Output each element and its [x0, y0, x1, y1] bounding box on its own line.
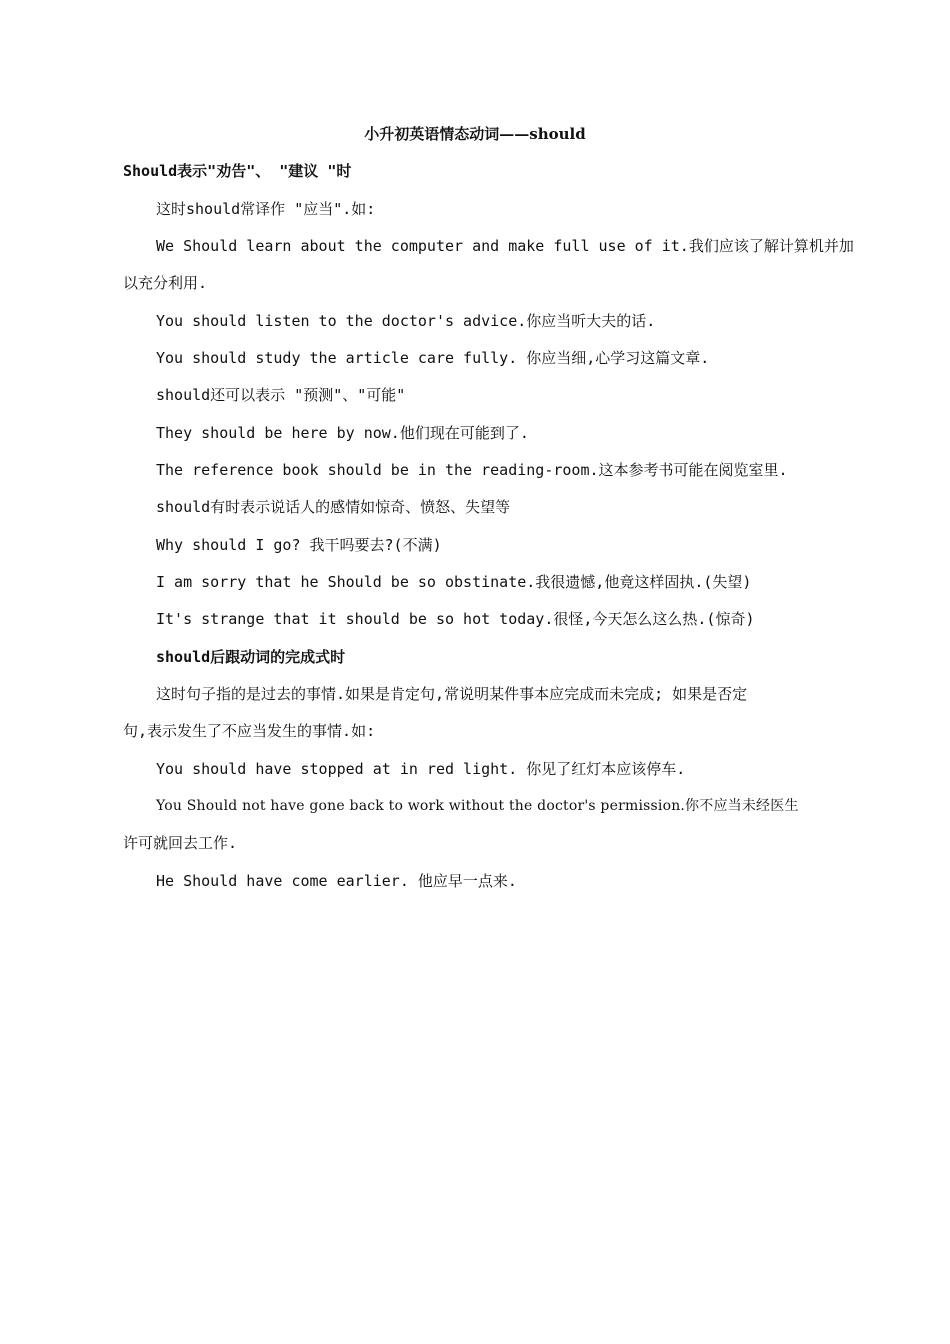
paragraph-line: should还可以表示 "预测"、"可能" — [156, 386, 406, 404]
example-sentence-continued: 以充分利用. — [123, 274, 208, 292]
example-sentence: I am sorry that he Should be so obstinate.我很遗憾,他竟这样固执.(失望) — [156, 573, 752, 591]
example-sentence: They should be here by now.他们现在可能到了. — [156, 424, 529, 442]
section-heading: Should表示"劝告"、 "建议 "时 — [123, 162, 352, 180]
paragraph-line: should有时表示说话人的感情如惊奇、愤怒、失望等 — [156, 498, 511, 516]
paragraph-line: 这时should常译作 "应当".如: — [156, 200, 376, 218]
section-heading: should后跟动词的完成式时 — [156, 648, 346, 666]
example-sentence: You Should not have gone back to work without the doctor's permission.你不应当未经医生 — [156, 798, 799, 814]
paragraph-line: 这时句子指的是过去的事情.如果是肯定句,常说明某件事本应完成而未完成; 如果是否定 — [156, 685, 748, 703]
example-sentence-continued: 许可就回去工作. — [123, 834, 238, 852]
example-sentence: We Should learn about the computer and make full use of it.我们应该了解计算机并加 — [156, 237, 854, 255]
example-sentence: You should study the article care fully. 你应当细,心学习这篇文章. — [156, 349, 710, 367]
page-title: 小升初英语情态动词——should — [364, 125, 586, 143]
example-sentence: The reference book should be in the reading-room.这本参考书可能在阅览室里. — [156, 461, 788, 479]
paragraph-line-continued: 句,表示发生了不应当发生的事情.如: — [123, 722, 376, 740]
example-sentence: Why should I go? 我干吗要去?(不满) — [156, 536, 442, 554]
example-sentence: You should listen to the doctor's advice.你应当听大夫的话. — [156, 312, 656, 330]
example-sentence: You should have stopped at in red light. 你见了红灯本应该停车. — [156, 760, 686, 778]
example-sentence: It's strange that it should be so hot today.很怪,今天怎么这么热.(惊奇) — [156, 610, 755, 628]
example-sentence: He Should have come earlier. 他应早一点来. — [156, 872, 517, 890]
